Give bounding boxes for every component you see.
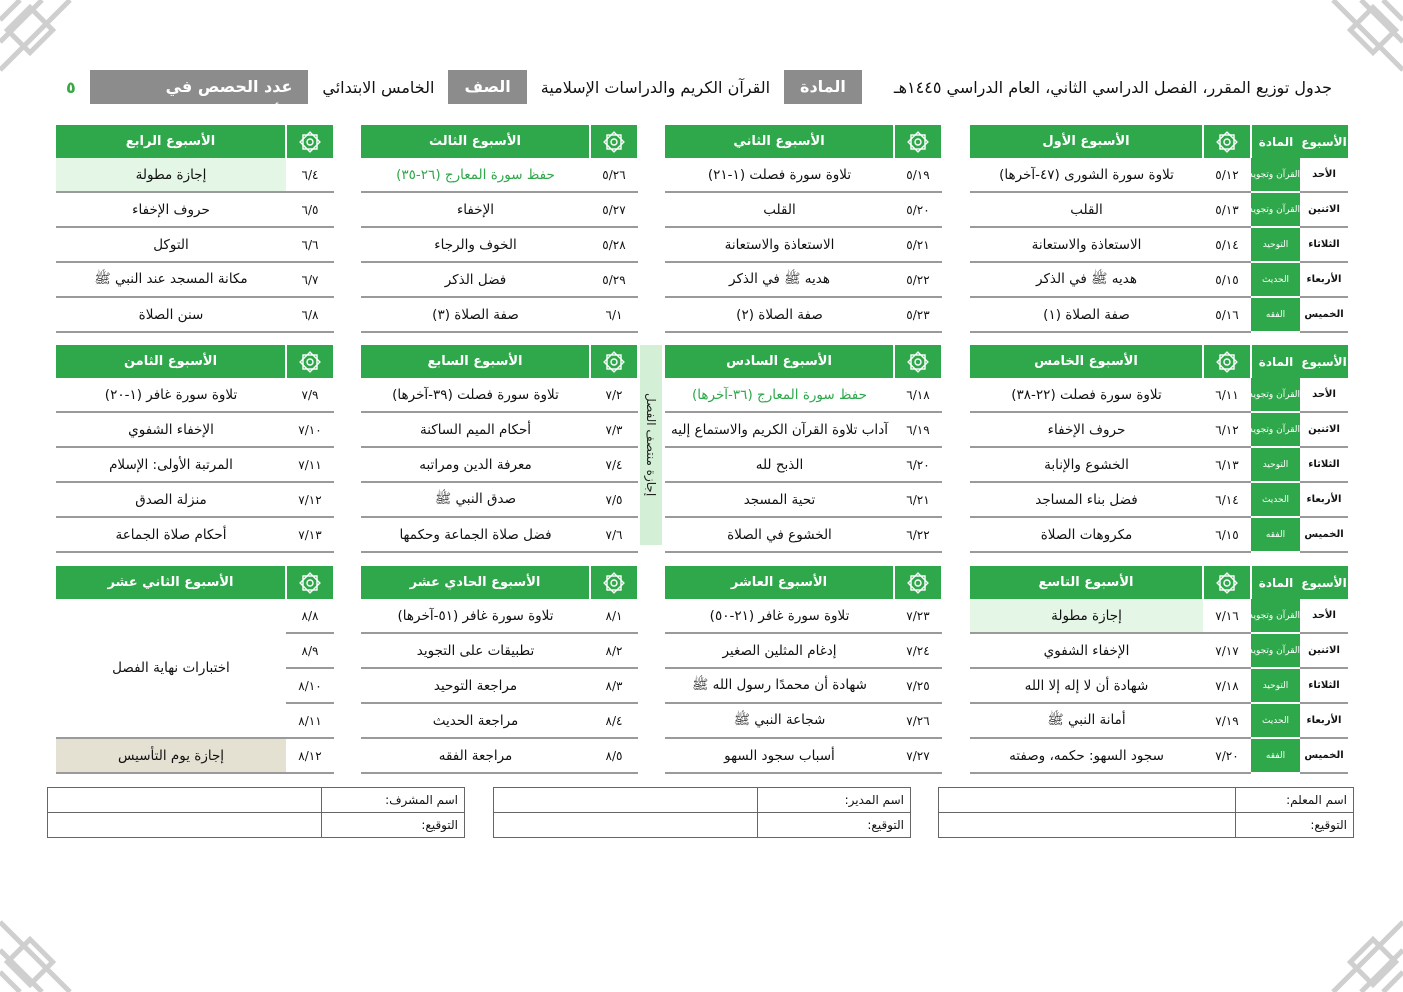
lesson-date: ٨/١١ (286, 703, 334, 738)
day-label: الأربعاء (1300, 703, 1348, 738)
lesson-date: ٦/٢٢ (894, 517, 942, 552)
ornament-star-icon (906, 130, 930, 154)
table-row (361, 517, 638, 552)
subject-tag: الفقه (1251, 738, 1300, 773)
lesson-title: تطبيقات على التجويد (361, 633, 590, 668)
table-row (665, 297, 942, 332)
lesson-title: تلاوة سورة غافر (١-٢٠) (56, 378, 286, 412)
subject-tag: التوحيد (1251, 447, 1300, 482)
week-column-header: الأسبوع (1300, 125, 1348, 158)
table-row (665, 738, 942, 773)
header-bar (60, 70, 1332, 122)
lesson-title: تلاوة سورة الشورى (٤٧-آخرها) (970, 158, 1203, 192)
lesson-date: ٧/٢٠ (1203, 738, 1251, 773)
lesson-title: معرفة الدين ومراتبه (361, 447, 590, 482)
teacher-signature-field[interactable] (939, 813, 1236, 838)
table-row (56, 158, 334, 192)
lesson-title: الإخفاء الشفوي (970, 633, 1203, 668)
lesson-date: ٥/٢٠ (894, 192, 942, 227)
teacher-name-label: اسم المعلم: (1236, 788, 1354, 813)
lesson-date: ٨/٢ (590, 633, 638, 668)
supervisor-signature-field[interactable] (48, 813, 322, 838)
lesson-title: القلب (665, 192, 894, 227)
supervisor-signature-label: التوقيع: (322, 813, 465, 838)
table-row (970, 599, 1348, 633)
table-row (665, 447, 942, 482)
table-row (970, 297, 1348, 332)
table-row (665, 378, 942, 412)
table-row (970, 227, 1348, 262)
lesson-title: أمانة النبي ﷺ (970, 703, 1203, 738)
lesson-date: ٦/٥ (286, 192, 334, 227)
corner-ornament-bottom-right (1321, 910, 1403, 992)
table-row (665, 262, 942, 297)
day-label: الاثنين (1300, 192, 1348, 227)
lesson-date: ٦/١٢ (1203, 412, 1251, 447)
week-title: الأسبوع الثاني (665, 125, 894, 158)
week-title: الأسبوع السادس (665, 345, 894, 378)
lesson-date: ٧/٢٥ (894, 668, 942, 703)
table-row (970, 158, 1348, 192)
lesson-date: ٧/١١ (286, 447, 334, 482)
page-title: جدول توزيع المقرر، الفصل الدراسي الثاني، العام الدراسي ١٤٤٥هـ (893, 77, 1332, 97)
lesson-date: ٧/١٨ (1203, 668, 1251, 703)
lesson-date: ٧/٢٣ (894, 599, 942, 633)
lesson-title: صفة الصلاة (٢) (665, 297, 894, 332)
periods-label: عدد الحصص في الأسبوع (90, 70, 309, 104)
lesson-date: ٧/٤ (590, 447, 638, 482)
table-row (361, 297, 638, 332)
lesson-date: ٨/٨ (286, 599, 334, 633)
week-table (56, 125, 335, 333)
lesson-title: المرتبة الأولى: الإسلام (56, 447, 286, 482)
week-table (361, 125, 639, 333)
table-row (665, 192, 942, 227)
lesson-title: منزلة الصدق (56, 482, 286, 517)
grade-label: الصف (448, 70, 526, 104)
lesson-title: الخشوع في الصلاة (665, 517, 894, 552)
table-row (665, 482, 942, 517)
week-table (970, 345, 1348, 553)
lesson-date: ٧/٢ (590, 378, 638, 412)
week-header-row (665, 125, 942, 158)
subject-tag: الحديث (1251, 703, 1300, 738)
lesson-date: ٧/٢٤ (894, 633, 942, 668)
lesson-date: ٨/١٢ (286, 738, 334, 773)
lesson-title: الإخفاء (361, 192, 590, 227)
subject-value: القرآن الكريم والدراسات الإسلامية (540, 77, 771, 97)
lesson-date: ٧/١٢ (286, 482, 334, 517)
lesson-date: ٥/٢٦ (590, 158, 638, 192)
table-row (970, 738, 1348, 773)
table-row (361, 262, 638, 297)
week-header-row (970, 345, 1348, 378)
table-row (361, 227, 638, 262)
table-row (970, 703, 1348, 738)
lesson-date: ٥/١٩ (894, 158, 942, 192)
week-title: الأسبوع العاشر (665, 566, 894, 599)
table-row (970, 378, 1348, 412)
day-label: الأحد (1300, 158, 1348, 192)
ornament-star-icon (298, 571, 322, 595)
lesson-title: حفظ سورة المعارج (٣٦-آخرها) (665, 378, 894, 412)
principal-signature-field[interactable] (494, 813, 758, 838)
week-header-row (665, 566, 942, 599)
subject-label: المادة (784, 70, 862, 104)
table-row (970, 482, 1348, 517)
table-row (56, 412, 334, 447)
teacher-signature-box (938, 787, 1354, 838)
ornament-star-icon (602, 130, 626, 154)
lesson-title: آداب تلاوة القرآن الكريم والاستماع إليه (665, 412, 894, 447)
week-column-header: الأسبوع (1300, 345, 1348, 378)
lesson-title: تلاوة سورة فصلت (٢٢-٣٨) (970, 378, 1203, 412)
lesson-date: ٥/١٤ (1203, 227, 1251, 262)
lesson-title: حفظ سورة المعارج (٢٦-٣٥) (361, 158, 590, 192)
week-table (970, 566, 1348, 774)
lesson-title: الذبح لله (665, 447, 894, 482)
lesson-title: تلاوة سورة فصلت (٣٩-آخرها) (361, 378, 590, 412)
lesson-date: ٦/١٥ (1203, 517, 1251, 552)
lesson-title: هديه ﷺ في الذكر (970, 262, 1203, 297)
table-row (665, 633, 942, 668)
lesson-date: ٥/١٢ (1203, 158, 1251, 192)
table-row (665, 158, 942, 192)
subject-tag: الحديث (1251, 262, 1300, 297)
ornament-star-icon (906, 350, 930, 374)
ornament-star-icon (1215, 571, 1239, 595)
table-row (56, 378, 334, 412)
midterm-break-band (640, 345, 662, 545)
table-row (361, 412, 638, 447)
lesson-title: القلب (970, 192, 1203, 227)
table-row (665, 599, 942, 633)
week-table (361, 566, 639, 774)
periods-value: ٥ (66, 77, 76, 97)
lesson-date: ٨/٤ (590, 703, 638, 738)
supervisor-signature-box (47, 787, 465, 838)
lesson-date: ٦/٢٠ (894, 447, 942, 482)
lesson-date: ٥/٢١ (894, 227, 942, 262)
lesson-title: حروف الإخفاء (970, 412, 1203, 447)
week-title: الأسبوع الثاني عشر (56, 566, 286, 599)
lesson-title: شهادة أن لا إله إلا الله (970, 668, 1203, 703)
table-row (361, 158, 638, 192)
subject-tag: القرآن وتجويده (1251, 412, 1300, 447)
week-title: الأسبوع التاسع (970, 566, 1203, 599)
week-header-row (361, 345, 638, 378)
lesson-title: الخشوع والإنابة (970, 447, 1203, 482)
lesson-date: ٦/٤ (286, 158, 334, 192)
table-row (665, 227, 942, 262)
lesson-title: سجود السهو: حكمه، وصفته (970, 738, 1203, 773)
week-header-row (970, 566, 1348, 599)
week-title: الأسبوع الثامن (56, 345, 286, 378)
principal-signature-box (493, 787, 911, 838)
subject-tag: التوحيد (1251, 227, 1300, 262)
lesson-date: ٦/١١ (1203, 378, 1251, 412)
teacher-name-field[interactable] (939, 788, 1236, 813)
week-title: الأسبوع الأول (970, 125, 1203, 158)
ornament-star-icon (298, 130, 322, 154)
lesson-date: ٧/٣ (590, 412, 638, 447)
lesson-date: ٨/١٠ (286, 668, 334, 703)
corner-ornament-bottom-left (0, 910, 82, 992)
week-table (970, 125, 1348, 333)
table-row (361, 482, 638, 517)
table-row (665, 668, 942, 703)
grade-value: الخامس الابتدائي (322, 77, 435, 97)
subject-tag: التوحيد (1251, 668, 1300, 703)
day-label: الأحد (1300, 599, 1348, 633)
subject-column-header: المادة (1251, 345, 1300, 378)
lesson-date: ٧/٩ (286, 378, 334, 412)
ornament-star-icon (602, 350, 626, 374)
week-title: الأسبوع الحادي عشر (361, 566, 590, 599)
lesson-date: ٦/١٣ (1203, 447, 1251, 482)
subject-tag: الحديث (1251, 482, 1300, 517)
table-row (56, 738, 334, 773)
lesson-date: ٥/١٦ (1203, 297, 1251, 332)
lesson-title: مراجعة الفقه (361, 738, 590, 773)
lesson-date: ٧/١٣ (286, 517, 334, 552)
day-label: الخميس (1300, 738, 1348, 773)
week-table (665, 125, 943, 333)
table-row (56, 227, 334, 262)
lesson-title: الخوف والرجاء (361, 227, 590, 262)
teacher-signature-label: التوقيع: (1236, 813, 1354, 838)
week-title: الأسبوع الخامس (970, 345, 1203, 378)
table-row (361, 192, 638, 227)
week-header-row (361, 566, 638, 599)
principal-name-field[interactable] (494, 788, 758, 813)
lesson-date: ٨/٣ (590, 668, 638, 703)
lesson-date: ٦/٦ (286, 227, 334, 262)
table-row (970, 192, 1348, 227)
table-row (361, 703, 638, 738)
lesson-date: ٥/٢٢ (894, 262, 942, 297)
lesson-title: مراجعة الحديث (361, 703, 590, 738)
table-row (665, 412, 942, 447)
table-row (970, 633, 1348, 668)
lesson-date: ٥/٢٣ (894, 297, 942, 332)
supervisor-name-label: اسم المشرف: (322, 788, 465, 813)
lesson-title: الاستعاذة والاستعانة (665, 227, 894, 262)
lesson-date: ٥/٢٨ (590, 227, 638, 262)
week-header-row (56, 345, 334, 378)
lesson-date: ٦/١٤ (1203, 482, 1251, 517)
week-table (56, 345, 335, 553)
lesson-title: الإخفاء الشفوي (56, 412, 286, 447)
day-label: الثلاثاء (1300, 668, 1348, 703)
lesson-title: الاستعاذة والاستعانة (970, 227, 1203, 262)
subject-tag: القرآن وتجويده (1251, 599, 1300, 633)
lesson-title: إجازة مطولة (56, 158, 286, 192)
lesson-date: ٧/٥ (590, 482, 638, 517)
table-row (361, 378, 638, 412)
lesson-title: أحكام صلاة الجماعة (56, 517, 286, 552)
final-exams-cell: اختبارات نهاية الفصل (56, 599, 286, 738)
week-table (56, 566, 335, 774)
lesson-title: سنن الصلاة (56, 297, 286, 332)
lesson-title: شهادة أن محمدًا رسول الله ﷺ (665, 668, 894, 703)
lesson-date: ٦/٨ (286, 297, 334, 332)
principal-name-label: اسم المدير: (758, 788, 911, 813)
table-row (665, 517, 942, 552)
table-row (56, 447, 334, 482)
week-header-row (970, 125, 1348, 158)
table-row (361, 738, 638, 773)
table-row (361, 599, 638, 633)
week-title: الأسبوع السابع (361, 345, 590, 378)
lesson-date: ٨/٩ (286, 633, 334, 668)
lesson-date: ٧/٢٧ (894, 738, 942, 773)
lesson-date: ٥/١٣ (1203, 192, 1251, 227)
lesson-title: هديه ﷺ في الذكر (665, 262, 894, 297)
lesson-title: أحكام الميم الساكنة (361, 412, 590, 447)
lesson-title: تلاوة سورة غافر (٥١-آخرها) (361, 599, 590, 633)
ornament-star-icon (906, 571, 930, 595)
lesson-title: فضل الذكر (361, 262, 590, 297)
table-row (56, 482, 334, 517)
week-header-row (361, 125, 638, 158)
lesson-date: ٨/١ (590, 599, 638, 633)
day-label: الخميس (1300, 297, 1348, 332)
lesson-date: ٧/٦ (590, 517, 638, 552)
lesson-date: ٥/٢٧ (590, 192, 638, 227)
week-title: الأسبوع الثالث (361, 125, 590, 158)
subject-tag: القرآن وتجويده (1251, 633, 1300, 668)
table-row (970, 517, 1348, 552)
week-column-header: الأسبوع (1300, 566, 1348, 599)
week-title: الأسبوع الرابع (56, 125, 286, 158)
lesson-title: فضل بناء المساجد (970, 482, 1203, 517)
day-label: الأربعاء (1300, 262, 1348, 297)
lesson-title: التوكل (56, 227, 286, 262)
ornament-star-icon (1215, 350, 1239, 374)
lesson-title: فضل صلاة الجماعة وحكمها (361, 517, 590, 552)
lesson-title: حروف الإخفاء (56, 192, 286, 227)
lesson-title: أسباب سجود السهو (665, 738, 894, 773)
lesson-title: صدق النبي ﷺ (361, 482, 590, 517)
table-row (56, 262, 334, 297)
table-row (970, 668, 1348, 703)
week-table (665, 566, 943, 774)
table-row (970, 262, 1348, 297)
lesson-date: ٦/١٨ (894, 378, 942, 412)
day-label: الاثنين (1300, 412, 1348, 447)
table-row (970, 447, 1348, 482)
week-table (665, 345, 943, 553)
day-label: الثلاثاء (1300, 447, 1348, 482)
lesson-date: ٥/١٥ (1203, 262, 1251, 297)
subject-tag: الفقه (1251, 297, 1300, 332)
lesson-title: صفة الصلاة (٣) (361, 297, 590, 332)
lesson-date: ٧/١٠ (286, 412, 334, 447)
lesson-title: تلاوة سورة فصلت (١-٢١) (665, 158, 894, 192)
ornament-star-icon (1215, 130, 1239, 154)
day-label: الأحد (1300, 378, 1348, 412)
lesson-date: ٧/١٦ (1203, 599, 1251, 633)
subject-tag: القرآن وتجويده (1251, 192, 1300, 227)
table-row (56, 517, 334, 552)
day-label: الخميس (1300, 517, 1348, 552)
day-label: الثلاثاء (1300, 227, 1348, 262)
lesson-date: ٥/٢٩ (590, 262, 638, 297)
lesson-date: ٦/٧ (286, 262, 334, 297)
lesson-title: تحية المسجد (665, 482, 894, 517)
lesson-title: تلاوة سورة غافر (٢١-٥٠) (665, 599, 894, 633)
ornament-star-icon (602, 571, 626, 595)
table-row (361, 668, 638, 703)
day-label: الأربعاء (1300, 482, 1348, 517)
table-row (56, 599, 334, 633)
table-row (361, 633, 638, 668)
lesson-date: ٦/١ (590, 297, 638, 332)
table-row (970, 412, 1348, 447)
lesson-date: ٦/١٩ (894, 412, 942, 447)
principal-signature-label: التوقيع: (758, 813, 911, 838)
lesson-title: مراجعة التوحيد (361, 668, 590, 703)
table-row (665, 703, 942, 738)
week-header-row (56, 566, 334, 599)
lesson-date: ٦/٢١ (894, 482, 942, 517)
lesson-date: ٧/١٩ (1203, 703, 1251, 738)
week-table (361, 345, 639, 553)
week-header-row (56, 125, 334, 158)
lesson-date: ٨/٥ (590, 738, 638, 773)
lesson-title: شجاعة النبي ﷺ (665, 703, 894, 738)
lesson-title: صفة الصلاة (١) (970, 297, 1203, 332)
subject-tag: القرآن وتجويده (1251, 158, 1300, 192)
subject-tag: القرآن وتجويده (1251, 378, 1300, 412)
lesson-title: إدغام المثلين الصغير (665, 633, 894, 668)
day-label: الاثنين (1300, 633, 1348, 668)
week-header-row (665, 345, 942, 378)
lesson-date: ٧/٢٦ (894, 703, 942, 738)
lesson-title: إجازة مطولة (970, 599, 1203, 633)
lesson-date: ٧/١٧ (1203, 633, 1251, 668)
table-row (56, 192, 334, 227)
lesson-title: مكروهات الصلاة (970, 517, 1203, 552)
table-row (56, 297, 334, 332)
lesson-title: مكانة المسجد عند النبي ﷺ (56, 262, 286, 297)
table-row (361, 447, 638, 482)
midterm-break-label: إجازة منتصف الفصل (644, 393, 658, 497)
subject-column-header: المادة (1251, 566, 1300, 599)
lesson-title: إجازة يوم التأسيس (56, 738, 286, 773)
supervisor-name-field[interactable] (48, 788, 322, 813)
subject-column-header: المادة (1251, 125, 1300, 158)
corner-ornament-top-right (1321, 0, 1403, 82)
ornament-star-icon (298, 350, 322, 374)
subject-tag: الفقه (1251, 517, 1300, 552)
